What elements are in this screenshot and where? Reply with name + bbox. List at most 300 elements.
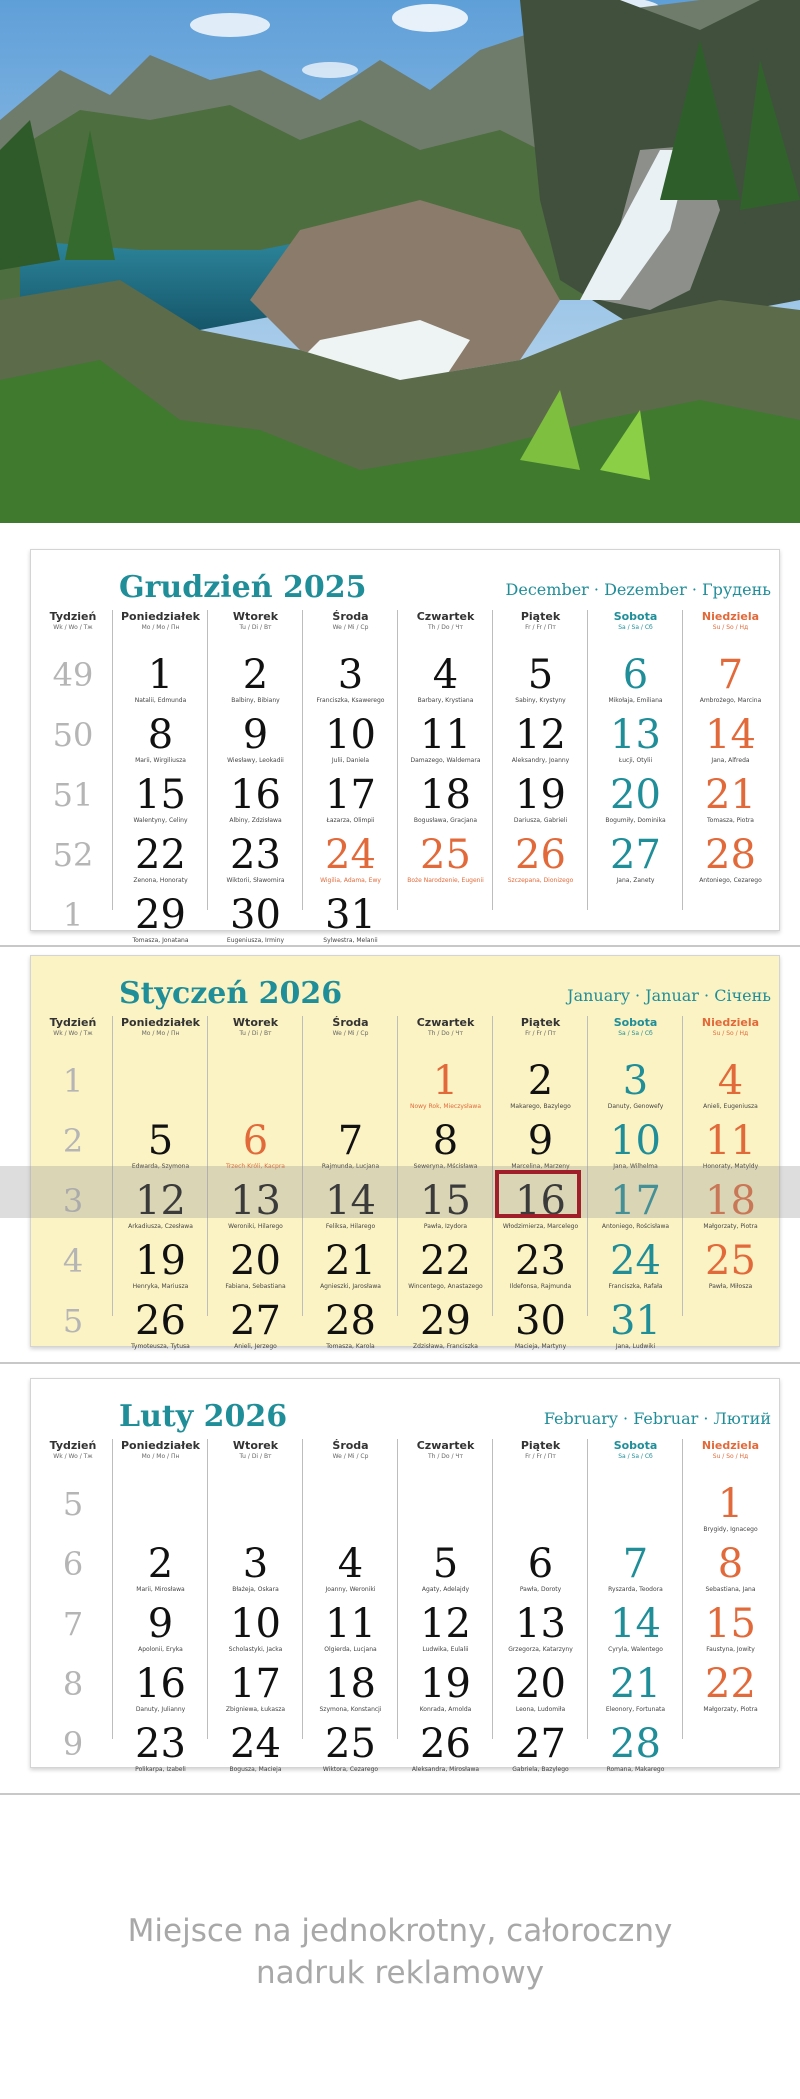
- name-day-text: Aleksandra, Mirosława: [411, 1766, 480, 1773]
- column-subheader-fri: Fr / Fr / Пт: [525, 1030, 556, 1037]
- day-column-thu: [398, 1439, 493, 1773]
- day-number: 3: [337, 652, 364, 698]
- day-cell[interactable]: [113, 1239, 208, 1297]
- name-day-text: Walentyny, Celiny: [133, 817, 188, 824]
- name-day-text: Szymona, Konstancji: [319, 1706, 382, 1713]
- name-day-text: Feliksa, Hilarego: [325, 1223, 376, 1230]
- name-day-text: Zdzisława, Franciszka: [413, 1343, 478, 1350]
- day-number: 8: [147, 712, 174, 758]
- day-number: 29: [420, 1298, 471, 1344]
- week-number: 2: [62, 1122, 84, 1160]
- day-column-sat: [588, 1016, 683, 1350]
- day-cell[interactable]: [588, 1299, 683, 1357]
- day-number: 18: [420, 772, 471, 818]
- day-cell[interactable]: [303, 1299, 398, 1357]
- day-cell[interactable]: [398, 1542, 493, 1600]
- week-number: 5: [62, 1302, 84, 1340]
- day-column-fri: [493, 1439, 588, 1773]
- day-number: 16: [230, 772, 281, 818]
- name-day-text: Makarego, Bazylego: [510, 1103, 571, 1110]
- column-subheader-tue: Tu / Di / Вт: [239, 1030, 272, 1037]
- column-header-sat: Sobota: [613, 1439, 658, 1452]
- day-cell[interactable]: [588, 1542, 683, 1600]
- day-cell[interactable]: [683, 713, 778, 771]
- column-header-sun: Niedziela: [701, 1439, 760, 1452]
- day-number: 13: [515, 1601, 566, 1647]
- day-number: 14: [705, 712, 756, 758]
- column-header-thu: Czwartek: [416, 610, 475, 623]
- week-number-column: [37, 1016, 109, 1340]
- day-number: 7: [717, 652, 744, 698]
- month-title: Luty 2026: [119, 1399, 288, 1434]
- name-day-text: Mikołaja, Emiliana: [608, 697, 663, 704]
- column-subheader-mon: Mo / Mo / Пн: [141, 624, 180, 631]
- day-column-thu: [398, 1016, 493, 1350]
- day-column-wed: [303, 610, 398, 944]
- column-subheader-wed: We / Mi / Ср: [332, 624, 369, 631]
- week-number: 50: [52, 716, 94, 754]
- name-day-text: Sylwestra, Melanii: [323, 937, 378, 944]
- name-day-text: Bogusza, Macieja: [229, 1766, 282, 1773]
- day-cell[interactable]: [493, 773, 588, 831]
- day-cell[interactable]: [493, 1602, 588, 1660]
- name-day-text: Nowy Rok, Mieczysława: [409, 1103, 481, 1110]
- day-number: 15: [705, 1601, 756, 1647]
- day-number: 7: [622, 1541, 649, 1587]
- name-day-text: Jana, Ludwiki: [615, 1343, 656, 1350]
- day-number: 22: [705, 1661, 756, 1707]
- day-number: 7: [337, 1118, 364, 1164]
- column-header-thu: Czwartek: [416, 1016, 475, 1029]
- day-cell[interactable]: [493, 1662, 588, 1720]
- day-number: 11: [420, 712, 471, 758]
- column-subheader-sat: Sa / Sa / Сб: [618, 1030, 653, 1037]
- day-number: 25: [420, 832, 471, 878]
- name-day-text: Tomasza, Jonatana: [132, 937, 189, 944]
- day-number: 30: [230, 892, 281, 938]
- panel-divider: [0, 945, 800, 947]
- day-number: 8: [717, 1541, 744, 1587]
- day-number: 1: [717, 1481, 744, 1527]
- day-cell[interactable]: [303, 1602, 398, 1660]
- name-day-text: Marcelina, Marzeny: [511, 1163, 570, 1170]
- day-cell[interactable]: [683, 1542, 778, 1600]
- day-cell[interactable]: [683, 1602, 778, 1660]
- day-column-sun: [683, 1439, 778, 1713]
- day-number: 1: [432, 1058, 459, 1104]
- day-cell[interactable]: [398, 833, 493, 891]
- name-day-text: Bogusława, Gracjana: [413, 817, 478, 824]
- week-number-column: [37, 1439, 109, 1763]
- column-header-wed: Środa: [332, 1439, 369, 1452]
- week-number: 6: [62, 1545, 84, 1583]
- day-cell[interactable]: [683, 653, 778, 711]
- column-subheader-tue: Tu / Di / Вт: [239, 1453, 272, 1460]
- day-cell[interactable]: [493, 1239, 588, 1297]
- name-day-text: Danuty, Julianny: [135, 1706, 186, 1713]
- name-day-text: Sebastiana, Jana: [705, 1586, 756, 1593]
- day-cell[interactable]: [588, 773, 683, 831]
- week-number: 51: [52, 776, 94, 814]
- name-day-text: Bogumiły, Dominika: [605, 817, 666, 824]
- day-number: 13: [610, 712, 661, 758]
- name-day-text: Rajmunda, Lucjana: [321, 1163, 380, 1170]
- day-number: 6: [622, 652, 649, 698]
- day-column-mon: [113, 610, 208, 944]
- name-day-text: Damazego, Waldemara: [410, 757, 481, 764]
- day-number: 24: [325, 832, 376, 878]
- day-number: 16: [515, 1178, 566, 1224]
- week-number: 5: [62, 1485, 84, 1523]
- day-column-mon: [113, 1439, 208, 1773]
- day-number: 25: [325, 1721, 376, 1767]
- column-subheader-thu: Th / Do / Чт: [427, 1030, 464, 1037]
- name-day-text: Eleonory, Fortunata: [605, 1706, 666, 1713]
- day-number: 2: [527, 1058, 554, 1104]
- column-header-fri: Piątek: [520, 610, 561, 623]
- day-cell[interactable]: [588, 1059, 683, 1117]
- day-cell[interactable]: [398, 1722, 493, 1780]
- column-subheader-tue: Tu / Di / Вт: [239, 624, 272, 631]
- panel-divider: [0, 1362, 800, 1364]
- column-header-thu: Czwartek: [416, 1439, 475, 1452]
- name-day-text: Honoraty, Matyldy: [702, 1163, 759, 1170]
- name-day-text: Pawła, Izydora: [423, 1223, 468, 1230]
- day-cell[interactable]: [208, 713, 303, 771]
- day-number: 6: [242, 1118, 269, 1164]
- day-column-sun: [683, 1016, 778, 1290]
- header-landscape-photo: [0, 0, 800, 523]
- day-number: 27: [610, 832, 661, 878]
- day-cell[interactable]: [208, 653, 303, 711]
- name-day-text: Eugeniusza, Irminy: [226, 937, 285, 944]
- day-number: 20: [610, 772, 661, 818]
- name-day-text: Danuty, Genowefy: [607, 1103, 664, 1110]
- day-cell[interactable]: [493, 653, 588, 711]
- name-day-text: Franciszka, Ksawerego: [316, 697, 385, 704]
- day-cell[interactable]: [113, 1542, 208, 1600]
- day-cell[interactable]: [208, 1662, 303, 1720]
- month-subtitle: December · Dezember · Грудень: [505, 580, 771, 599]
- day-number: 18: [705, 1178, 756, 1224]
- name-day-text: Tomasza, Piotra: [707, 817, 754, 824]
- day-number: 16: [135, 1661, 186, 1707]
- day-number: 17: [325, 772, 376, 818]
- name-day-text: Wigilia, Adama, Ewy: [320, 877, 381, 884]
- name-day-text: Ludwika, Eulalii: [422, 1646, 469, 1653]
- day-cell[interactable]: [493, 833, 588, 891]
- day-cell[interactable]: [493, 1299, 588, 1357]
- name-day-text: Agaty, Adelajdy: [421, 1586, 470, 1593]
- name-day-text: Włodzimierza, Marcelego: [502, 1223, 579, 1230]
- day-number: 12: [420, 1601, 471, 1647]
- name-day-text: Dariusza, Gabrieli: [513, 817, 568, 824]
- day-cell[interactable]: [588, 833, 683, 891]
- day-number: 29: [135, 892, 186, 938]
- day-number: 4: [432, 652, 459, 698]
- column-subheader-week: Wk / Wo / Тж: [53, 1453, 93, 1460]
- day-cell[interactable]: [683, 833, 778, 891]
- day-cell[interactable]: [398, 653, 493, 711]
- day-number: 21: [610, 1661, 661, 1707]
- current-date-marker[interactable]: [495, 1170, 581, 1218]
- day-number: 13: [230, 1178, 281, 1224]
- column-subheader-sun: Su / So / Нд: [712, 624, 749, 631]
- week-number: 9: [62, 1725, 84, 1763]
- day-cell[interactable]: [303, 893, 398, 951]
- panel-divider: [0, 1793, 800, 1795]
- day-number: 8: [432, 1118, 459, 1164]
- day-cell[interactable]: [208, 1722, 303, 1780]
- day-cell[interactable]: [683, 773, 778, 831]
- day-number: 28: [610, 1721, 661, 1767]
- day-cell[interactable]: [208, 1542, 303, 1600]
- column-header-tue: Wtorek: [232, 1439, 279, 1452]
- day-number: 4: [717, 1058, 744, 1104]
- name-day-text: Agnieszki, Jarosława: [320, 1283, 381, 1290]
- day-number: 31: [610, 1298, 661, 1344]
- day-cell[interactable]: [398, 713, 493, 771]
- day-cell[interactable]: [303, 833, 398, 891]
- day-number: 10: [610, 1118, 661, 1164]
- column-subheader-sun: Su / So / Нд: [712, 1453, 749, 1460]
- column-header-mon: Poniedziałek: [120, 1439, 200, 1452]
- name-day-text: Zbigniewa, Łukasza: [225, 1706, 286, 1713]
- day-column-tue: [208, 1439, 303, 1773]
- day-cell[interactable]: [303, 1239, 398, 1297]
- day-number: 23: [135, 1721, 186, 1767]
- month-panel-january: [30, 955, 780, 1350]
- day-cell[interactable]: [493, 1059, 588, 1117]
- week-number-column: [37, 610, 109, 934]
- name-day-text: Cyryla, Walentego: [608, 1646, 663, 1653]
- day-cell[interactable]: [113, 893, 208, 951]
- name-day-text: Edwarda, Szymona: [131, 1163, 190, 1170]
- day-cell[interactable]: [493, 713, 588, 771]
- day-cell[interactable]: [398, 1059, 493, 1117]
- day-cell[interactable]: [398, 1299, 493, 1357]
- day-cell[interactable]: [398, 1239, 493, 1297]
- month-title: Grudzień 2025: [119, 570, 367, 605]
- day-number: 6: [527, 1541, 554, 1587]
- day-cell[interactable]: [683, 1239, 778, 1297]
- day-column-thu: [398, 610, 493, 884]
- day-number: 20: [230, 1238, 281, 1284]
- day-number: 28: [705, 832, 756, 878]
- day-column-fri: [493, 1016, 588, 1350]
- month-title: Styczeń 2026: [119, 976, 343, 1011]
- day-cell[interactable]: [588, 1722, 683, 1780]
- day-cell[interactable]: [113, 653, 208, 711]
- day-number: 2: [147, 1541, 174, 1587]
- name-day-text: Łazarza, Olimpii: [326, 817, 375, 824]
- column-header-wed: Środa: [332, 610, 369, 623]
- day-cell[interactable]: [303, 1722, 398, 1780]
- name-day-text: Antoniego, Cezarego: [699, 877, 762, 884]
- day-number: 4: [337, 1541, 364, 1587]
- day-number: 26: [420, 1721, 471, 1767]
- name-day-text: Szczepana, Dionizego: [507, 877, 574, 884]
- day-cell[interactable]: [303, 1662, 398, 1720]
- day-cell[interactable]: [588, 1662, 683, 1720]
- day-cell[interactable]: [588, 1239, 683, 1297]
- day-cell[interactable]: [398, 1602, 493, 1660]
- column-subheader-thu: Th / Do / Чт: [427, 624, 464, 631]
- name-day-text: Aleksandry, Joanny: [511, 757, 570, 764]
- column-header-mon: Poniedziałek: [120, 610, 200, 623]
- week-number: 8: [62, 1665, 84, 1703]
- name-day-text: Natalii, Edmunda: [134, 697, 187, 704]
- day-cell[interactable]: [208, 1239, 303, 1297]
- name-day-text: Jana, Wilhelma: [613, 1163, 658, 1170]
- name-day-text: Arkadiusza, Czesława: [128, 1223, 193, 1230]
- day-cell[interactable]: [113, 1299, 208, 1357]
- day-cell[interactable]: [683, 1059, 778, 1117]
- advertising-placeholder: [0, 1910, 800, 1994]
- column-subheader-sat: Sa / Sa / Сб: [618, 624, 653, 631]
- column-header-tue: Wtorek: [232, 610, 279, 623]
- day-number: 23: [230, 832, 281, 878]
- day-cell[interactable]: [683, 1662, 778, 1720]
- day-number: 22: [420, 1238, 471, 1284]
- day-number: 12: [515, 712, 566, 758]
- day-number: 26: [135, 1298, 186, 1344]
- day-cell[interactable]: [303, 713, 398, 771]
- month-panel-december: [30, 549, 780, 944]
- day-number: 17: [610, 1178, 661, 1224]
- column-header-mon: Poniedziałek: [120, 1016, 200, 1029]
- week-number: 49: [52, 656, 94, 694]
- name-day-text: Wiktora, Cezarego: [322, 1766, 379, 1773]
- day-column-wed: [303, 1016, 398, 1350]
- day-cell[interactable]: [303, 773, 398, 831]
- current-week-slider-band[interactable]: [0, 1166, 800, 1218]
- day-cell[interactable]: [588, 713, 683, 771]
- day-column-fri: [493, 610, 588, 884]
- month-panel-february: [30, 1378, 780, 1773]
- name-day-text: Romana, Makarego: [606, 1766, 665, 1773]
- column-subheader-wed: We / Mi / Ср: [332, 1453, 369, 1460]
- day-number: 24: [610, 1238, 661, 1284]
- name-day-text: Ildefonsa, Rajmunda: [509, 1283, 572, 1290]
- day-number: 11: [705, 1118, 756, 1164]
- day-cell[interactable]: [113, 713, 208, 771]
- column-header-week: Tydzień: [49, 610, 97, 623]
- column-header-wed: Środa: [332, 1016, 369, 1029]
- column-header-week: Tydzień: [49, 1439, 97, 1452]
- day-number: 22: [135, 832, 186, 878]
- day-cell[interactable]: [113, 773, 208, 831]
- day-cell[interactable]: [208, 1602, 303, 1660]
- advertising-text-line1: Miejsce na jednokrotny, całoroczny: [127, 1913, 673, 1949]
- day-cell[interactable]: [493, 1722, 588, 1780]
- name-day-text: Błażeja, Oskara: [232, 1586, 279, 1593]
- name-day-text: Leona, Ludomiła: [515, 1706, 566, 1713]
- day-cell[interactable]: [208, 833, 303, 891]
- day-column-mon: [113, 1016, 208, 1350]
- day-number: 17: [230, 1661, 281, 1707]
- day-column-sat: [588, 1439, 683, 1773]
- name-day-text: Łucji, Otylii: [618, 757, 653, 764]
- name-day-text: Wiesławy, Leokadii: [227, 757, 284, 764]
- day-number: 19: [420, 1661, 471, 1707]
- day-cell[interactable]: [208, 1299, 303, 1357]
- column-header-fri: Piątek: [520, 1439, 561, 1452]
- column-subheader-sat: Sa / Sa / Сб: [618, 1453, 653, 1460]
- day-column-tue: [208, 610, 303, 944]
- day-cell[interactable]: [113, 833, 208, 891]
- name-day-text: Pawła, Doroty: [519, 1586, 562, 1593]
- name-day-text: Julii, Daniela: [331, 757, 370, 764]
- column-header-week: Tydzień: [49, 1016, 97, 1029]
- month-subtitle: January · Januar · Січень: [567, 986, 771, 1005]
- day-number: 11: [325, 1601, 376, 1647]
- name-day-text: Seweryna, Mścisława: [413, 1163, 478, 1170]
- day-cell[interactable]: [588, 653, 683, 711]
- day-cell[interactable]: [398, 773, 493, 831]
- name-day-text: Macieja, Martyny: [514, 1343, 567, 1350]
- day-cell[interactable]: [208, 773, 303, 831]
- week-number: 1: [62, 896, 84, 934]
- day-cell[interactable]: [303, 653, 398, 711]
- name-day-text: Ryszarda, Teodora: [608, 1586, 663, 1593]
- day-number: 3: [242, 1541, 269, 1587]
- name-day-text: Marii, Wirgiliusza: [135, 757, 186, 764]
- week-number: 4: [62, 1242, 84, 1280]
- day-number: 12: [135, 1178, 186, 1224]
- name-day-text: Faustyna, Jowity: [706, 1646, 755, 1653]
- week-number: 7: [62, 1605, 84, 1643]
- advertising-text-line2: nadruk reklamowy: [255, 1955, 545, 1991]
- name-day-text: Pawła, Miłosza: [708, 1283, 753, 1290]
- day-cell[interactable]: [208, 893, 303, 951]
- day-cell[interactable]: [683, 1482, 778, 1540]
- day-cell[interactable]: [303, 1542, 398, 1600]
- day-number: 28: [325, 1298, 376, 1344]
- column-subheader-week: Wk / Wo / Тж: [53, 1030, 93, 1037]
- day-cell[interactable]: [588, 1602, 683, 1660]
- day-number: 30: [515, 1298, 566, 1344]
- name-day-text: Franciszka, Rafała: [608, 1283, 663, 1290]
- day-number: 18: [325, 1661, 376, 1707]
- day-cell[interactable]: [493, 1542, 588, 1600]
- name-day-text: Małgorzaty, Piotra: [703, 1223, 758, 1230]
- column-subheader-fri: Fr / Fr / Пт: [525, 1453, 556, 1460]
- name-day-text: Tomasza, Karola: [326, 1343, 375, 1350]
- day-cell[interactable]: [398, 1662, 493, 1720]
- day-cell[interactable]: [113, 1722, 208, 1780]
- day-number: 20: [515, 1661, 566, 1707]
- name-day-text: Anieli, Eugeniusza: [703, 1103, 758, 1110]
- day-column-wed: [303, 1439, 398, 1773]
- day-number: 31: [325, 892, 376, 938]
- name-day-text: Konrada, Arnolda: [419, 1706, 472, 1713]
- name-day-text: Barbary, Krystiana: [417, 697, 474, 704]
- day-number: 2: [242, 652, 269, 698]
- day-cell[interactable]: [113, 1602, 208, 1660]
- day-number: 9: [147, 1601, 174, 1647]
- name-day-text: Brygidy, Ignacego: [703, 1526, 758, 1533]
- name-day-text: Tymoteusza, Tytusa: [131, 1343, 190, 1350]
- day-cell[interactable]: [113, 1662, 208, 1720]
- day-number: 9: [242, 712, 269, 758]
- name-day-text: Grzegorza, Katarzyny: [508, 1646, 573, 1653]
- day-number: 5: [147, 1118, 174, 1164]
- day-column-tue: [208, 1016, 303, 1350]
- name-day-text: Ambrożego, Marcina: [699, 697, 762, 704]
- name-day-text: Polikarpa, Izabeli: [135, 1766, 186, 1773]
- name-day-text: Gabriela, Bazylego: [512, 1766, 569, 1773]
